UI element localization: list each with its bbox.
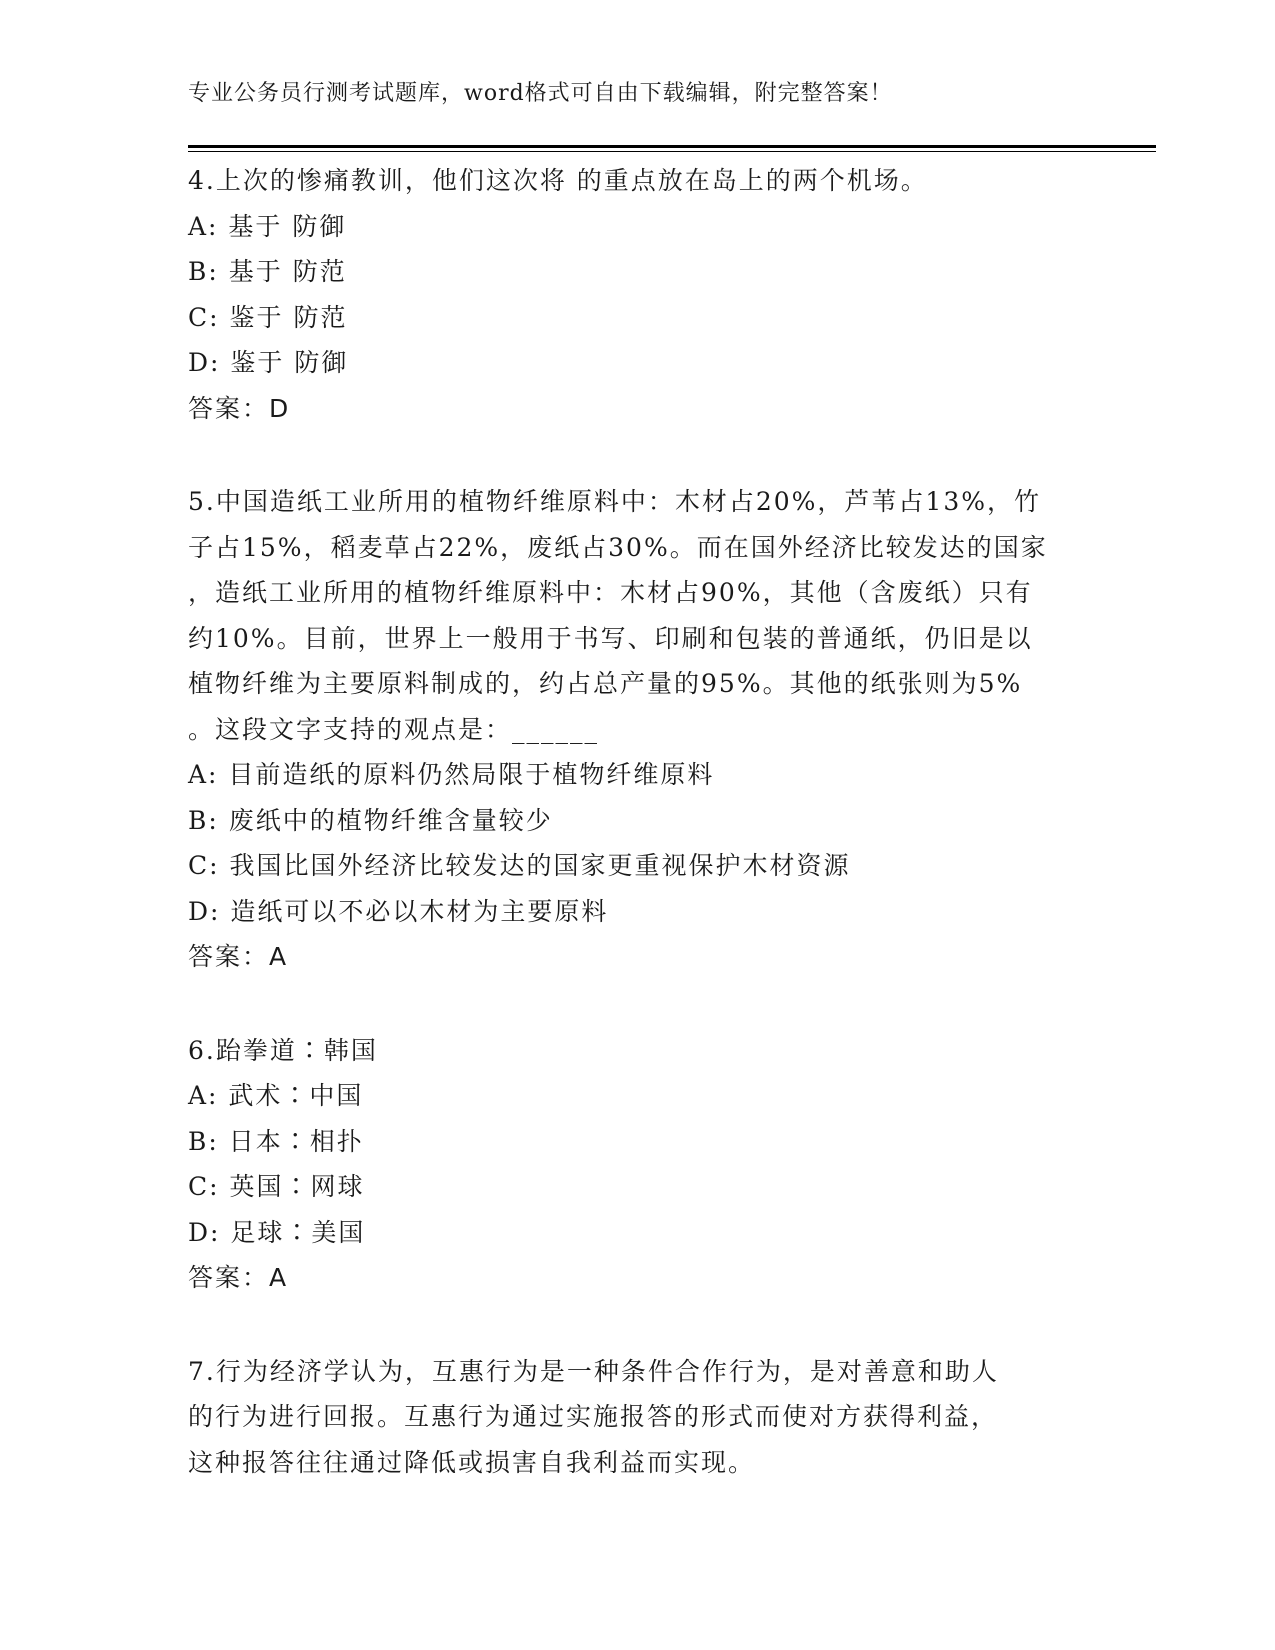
question-stem-line: 这种报答往往通过降低或损害自我利益而实现。 [188, 1447, 756, 1477]
question-stem-line: ，造纸工业所用的植物纤维原料中：木材占90%，其他（含废纸）只有 [188, 578, 1033, 607]
answer-line: 答案：A [188, 1263, 289, 1292]
option-c: C: 鉴于 防范 [188, 302, 348, 332]
question-6 [188, 1028, 1088, 1301]
question-stem-line: 5.中国造纸工业所用的植物纤维原料中：木材占20%，芦苇占13%，竹 [188, 487, 1041, 516]
question-4 [188, 158, 1088, 431]
question-stem: 4.上次的惨痛教训，他们这次将 的重点放在岛上的两个机场。 [188, 166, 928, 195]
option-c: C: 我国比国外经济比较发达的国家更重视保护木材资源 [188, 851, 851, 880]
question-stem-line: 。这段文字支持的观点是：______ [188, 714, 600, 744]
question-stem: 6.跆拳道∶韩国 [188, 1035, 378, 1065]
question-stem-line: 7.行为经济学认为，互惠行为是一种条件合作行为，是对善意和助人 [188, 1356, 999, 1386]
option-a: A: 武术∶中国 [188, 1081, 364, 1110]
option-a: A: 目前造纸的原料仍然局限于植物纤维原料 [188, 760, 715, 789]
answer-line: 答案：D [188, 393, 291, 423]
question-7 [188, 1349, 1088, 1486]
question-stem-line: 植物纤维为主要原料制成的，约占总产量的95%。其他的纸张则为5% [188, 669, 1023, 698]
option-a: A: 基于 防御 [188, 211, 347, 241]
option-b: B: 日本∶相扑 [188, 1126, 364, 1156]
page-header: 专业公务员行测考试题库，word格式可自由下载编辑，附完整答案！ [188, 81, 893, 106]
question-stem-line: 子占15%，稻麦草占22%，废纸占30%。而在国外经济比较发达的国家 [188, 532, 1048, 562]
option-c: C: 英国∶网球 [188, 1172, 365, 1201]
option-d: D: 鉴于 防御 [188, 348, 349, 377]
answer-line: 答案：A [188, 942, 289, 971]
option-d: D: 造纸可以不必以木材为主要原料 [188, 896, 609, 926]
header-rule-thick [188, 145, 1156, 148]
option-b: B: 基于 防范 [188, 257, 347, 286]
header-rule-thin [188, 151, 1156, 152]
question-list [188, 158, 1088, 1485]
option-b: B: 废纸中的植物纤维含量较少 [188, 805, 553, 835]
question-stem-line: 约10%。目前，世界上一般用于书写、印刷和包装的普通纸，仍旧是以 [188, 623, 1033, 653]
option-d: D: 足球∶美国 [188, 1217, 366, 1247]
question-stem-line: 的行为进行回报。互惠行为通过实施报答的形式而使对方获得利益， [188, 1402, 999, 1431]
question-5 [188, 479, 1088, 980]
